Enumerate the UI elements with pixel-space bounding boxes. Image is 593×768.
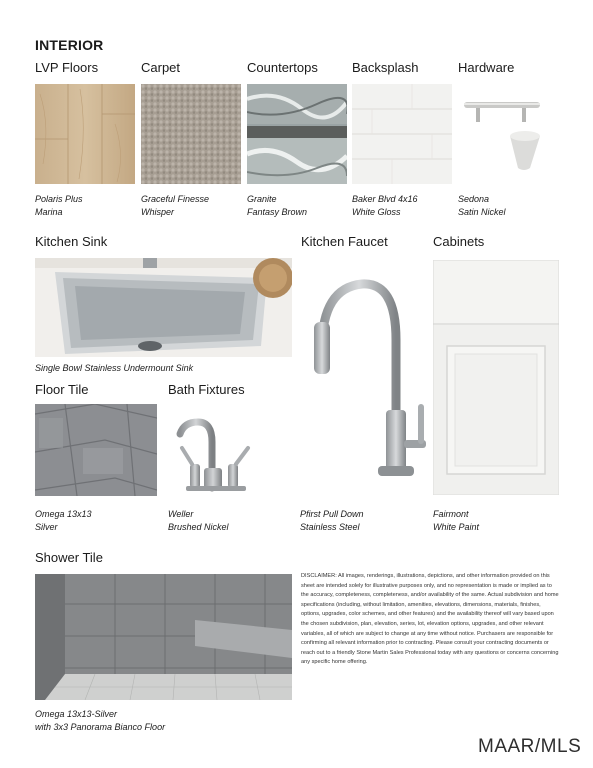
kitchen-faucet-heading: Kitchen Faucet: [301, 234, 388, 249]
bath-fixtures-heading: Bath Fixtures: [168, 382, 245, 397]
shower-tile-heading: Shower Tile: [35, 550, 103, 565]
backsplash-caption: Baker Blvd 4x16 White Gloss: [352, 194, 418, 217]
carpet-caption: Graceful Finesse Whisper: [141, 194, 210, 217]
kitchen-sink-image: [35, 258, 292, 357]
hardware-heading: Hardware: [458, 60, 515, 75]
kitchen-sink-heading: Kitchen Sink: [35, 234, 108, 249]
floor-tile-heading: Floor Tile: [35, 382, 89, 397]
countertops-heading: Countertops: [247, 60, 318, 75]
lvp-floors-heading: LVP Floors: [35, 60, 99, 75]
kitchen-faucet-image: [300, 260, 432, 500]
disclaimer-text: DISCLAIMER: All images, renderings, illustrations, depictions, and other information provided on this sheet are intended solely for illustrative purposes only, and no representation is made or implied as to the accuracy, completeness, completeness, and/or availability of the same. Actual subdivision and home specifications (including, without limitation, amenities, elevations, dimensions, materials, finishes, options, upgrades, color schemes, and other features) and the availability thereof will vary based upon the chosen subdivision, plan, elevation, series, lot, elevation options, upgrades, and other relevant variables, all of which are subject to change at any time without notice. Purchasers are responsible for confirming all relevant information prior to contracting. Please consult your contracting documents or reach out to a friendly Stone Martin Sales Professional today with any questions or concerns concerning any specific home offering.: [301, 573, 559, 666]
bath-faucet-image: [168, 412, 263, 492]
lvp-floor-swatch: [35, 84, 135, 184]
backsplash-heading: Backsplash: [352, 60, 419, 75]
lvp-floors-caption: Polaris Plus Marina: [35, 194, 83, 217]
countertop-swatch: [247, 84, 347, 184]
shower-tile-image: [35, 574, 292, 700]
cabinet-image: [433, 260, 559, 495]
floor-tile-swatch: [35, 404, 157, 496]
countertops-caption: Granite Fantasy Brown: [247, 194, 308, 217]
bath-fixtures-caption: Weller Brushed Nickel: [168, 509, 229, 532]
kitchen-sink-caption: Single Bowl Stainless Undermount Sink: [35, 363, 194, 373]
cabinets-heading: Cabinets: [433, 234, 485, 249]
shower-tile-caption: Omega 13x13-Silver with 3x3 Panorama Bianco Floor: [35, 709, 166, 732]
floor-tile-caption: Omega 13x13 Silver: [35, 509, 92, 532]
hardware-swatch: [458, 84, 558, 184]
page-title: INTERIOR: [35, 37, 104, 53]
cabinets-caption: Fairmont White Paint: [433, 509, 480, 532]
hardware-caption: Sedona Satin Nickel: [458, 194, 506, 217]
backsplash-swatch: [352, 84, 452, 184]
carpet-heading: Carpet: [141, 60, 181, 75]
carpet-swatch: [141, 84, 241, 184]
mls-watermark: MAAR/MLS: [478, 736, 582, 757]
kitchen-faucet-caption: Pfirst Pull Down Stainless Steel: [300, 509, 364, 532]
